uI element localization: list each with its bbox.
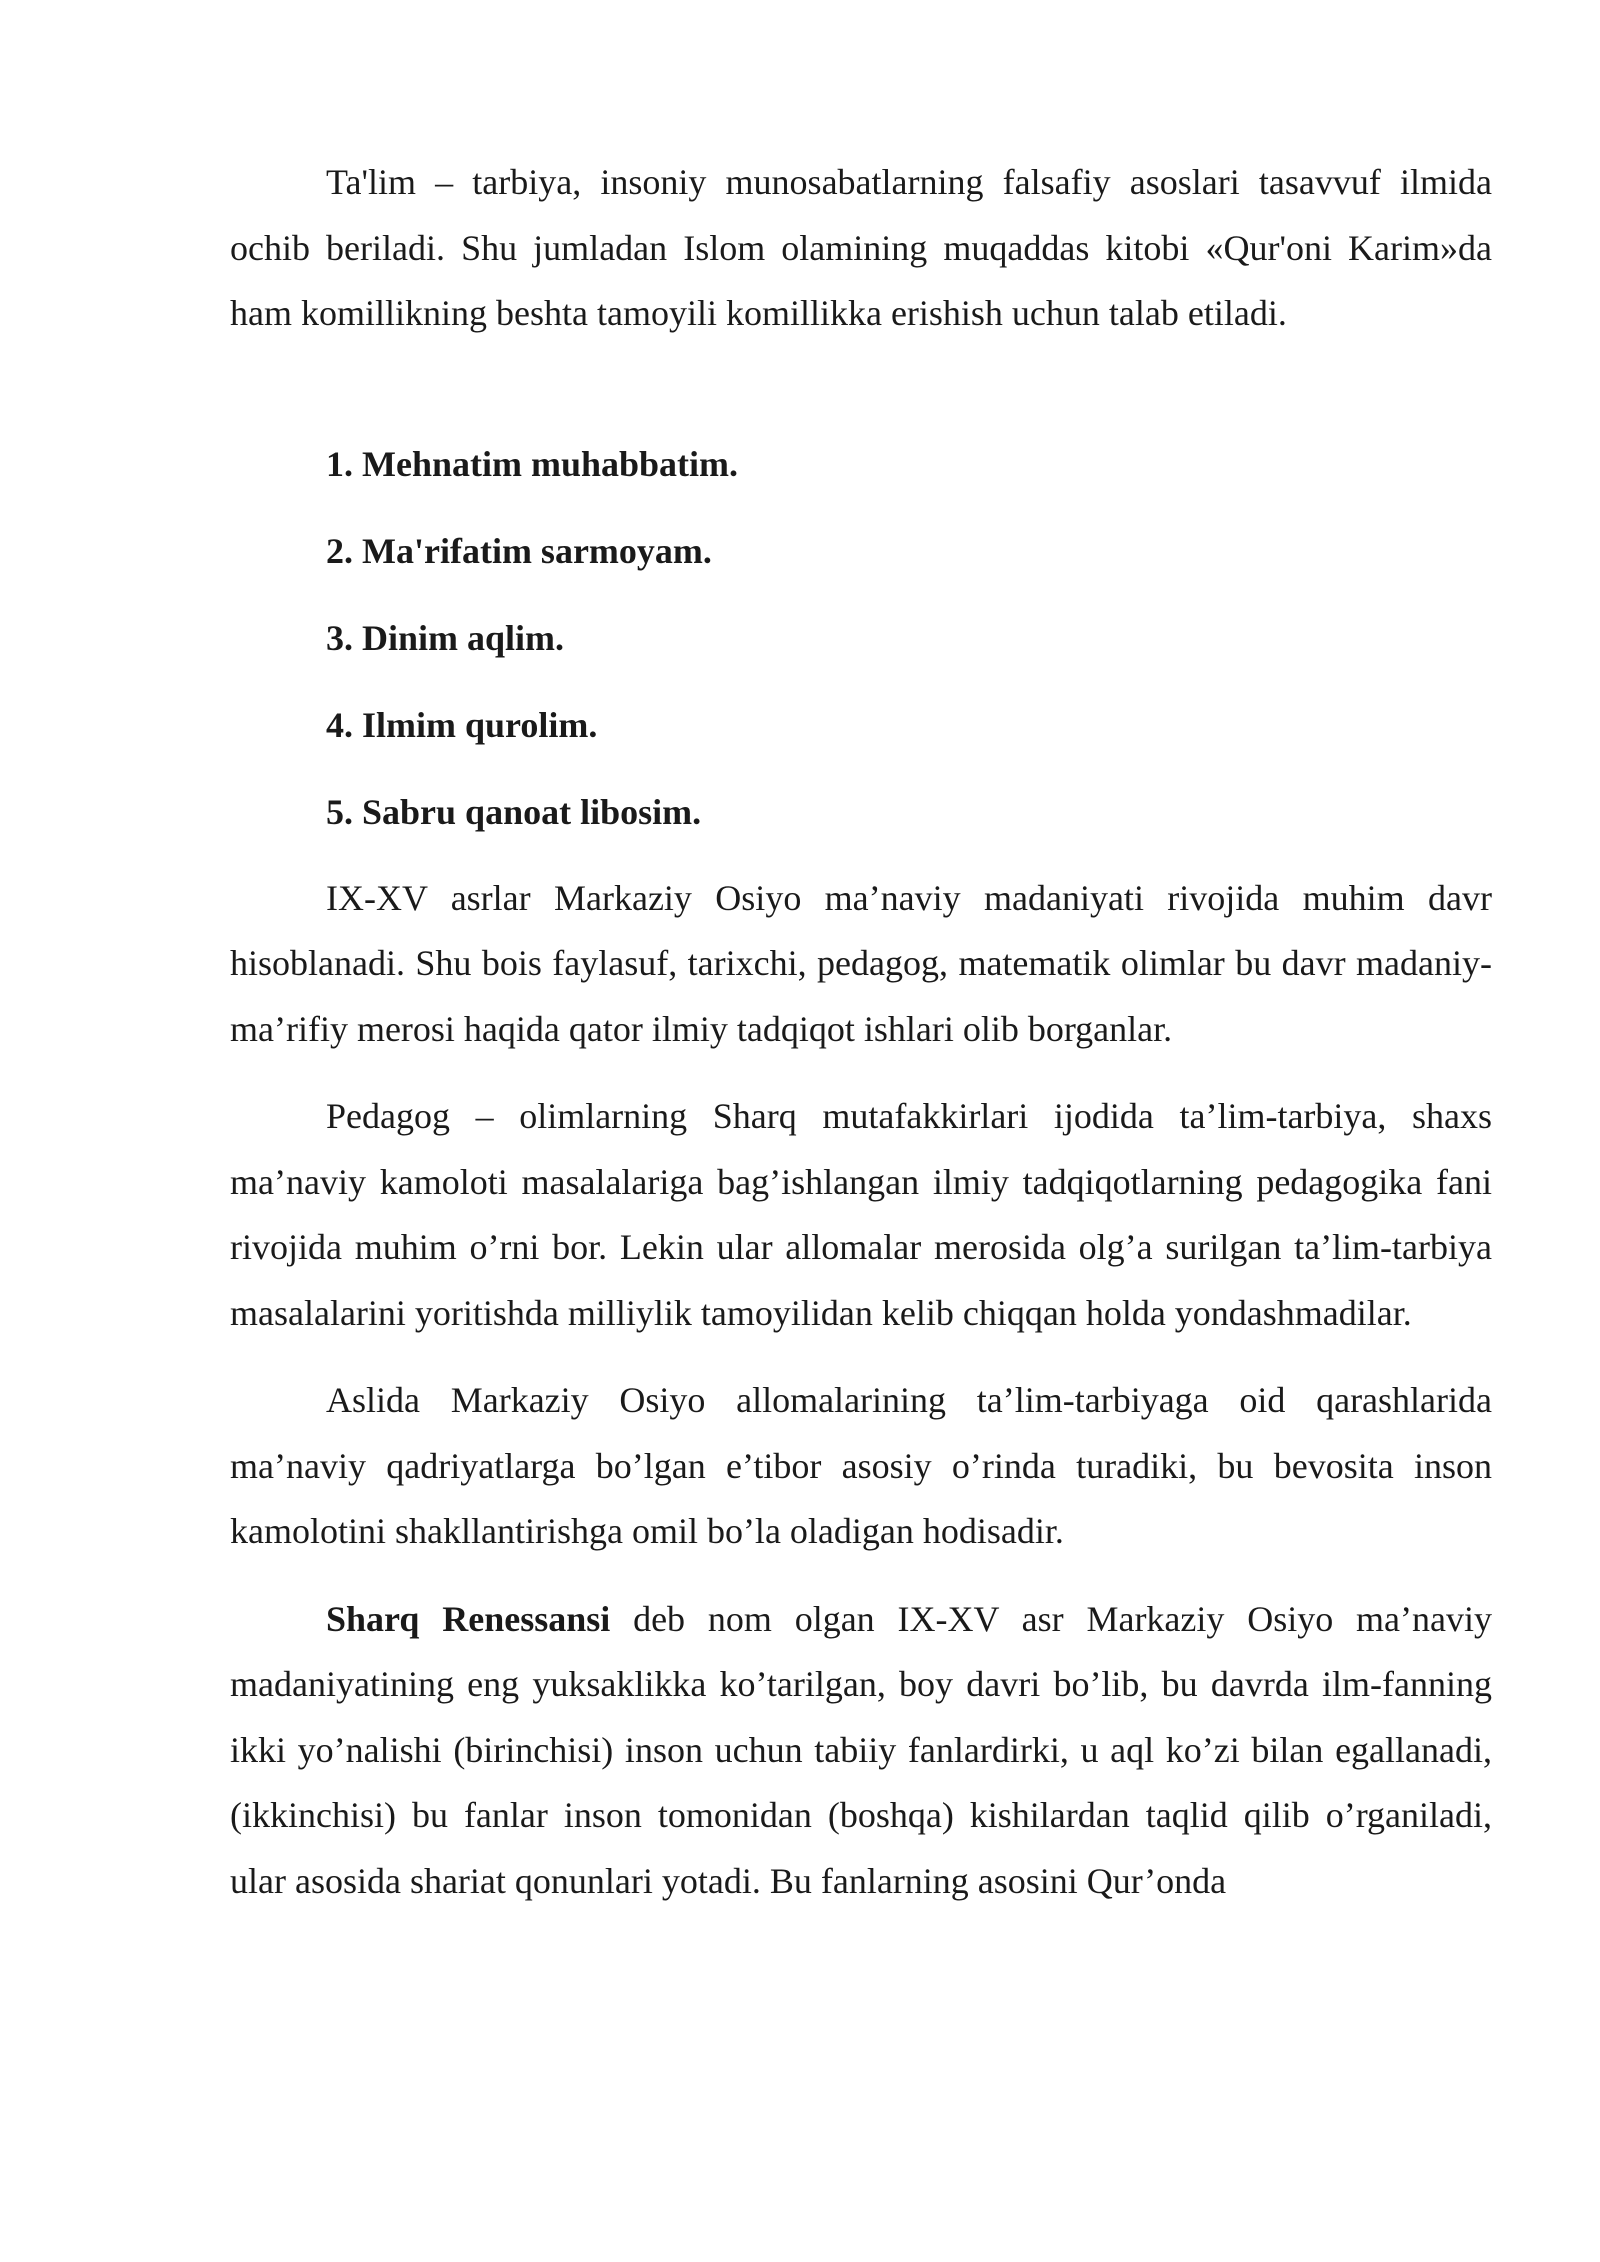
renaissance-text: deb nom olgan IX-XV asr Markaziy Osiyo ma’naviy madaniyatining eng yuksaklikka ko’tarilgan, boy davri bo’lib, bu davrda ilm-fanning ikki yo’nalishi (birinchisi) inson uchun tabiiy fanlardirki, u aql ko’zi bilan egallanadi, (ikkinchisi) bu fanlar inson tomonidan (boshqa) kishilardan taqlid qilib o’rganiladi, ular asosida shariat qonunlari yotadi. Bu fanlarning asosini Qur’onda [230,1598,1492,1901]
principle-item: 4. Ilmim qurolim. [326,704,598,745]
principles-list [230,432,1492,844]
principle-item: 5. Sabru qanoat libosim. [326,791,702,832]
paragraph-era: IX-XV asrlar Markaziy Osiyo ma’naviy madaniyati rivojida muhim davr hisoblanadi. Shu bois faylasuf, tarixchi, pedagog, matematik olimlar bu davr madaniy-ma’rifiy merosi haqida qator ilmiy tadqiqot ishlari olib borganlar. [230,877,1492,1049]
document-body [230,150,1492,1914]
principle-item: 2. Ma'rifatim sarmoyam. [326,530,712,571]
principle-item: 1. Mehnatim muhabbatim. [326,443,739,484]
renaissance-term: Sharq Renessansi [326,1598,611,1639]
paragraph-intro: Ta'lim – tarbiya, insoniy munosabatlarning falsafiy asoslari tasavvuf ilmida ochib beriladi. Shu jumladan Islom olamining muqaddas kitobi «Qur'oni Karim»da ham komillikning beshta tamoyili komillikka erishish uchun talab etiladi. [230,162,1492,333]
paragraph-values: Aslida Markaziy Osiyo allomalarining ta’lim-tarbiyaga oid qarashlarida ma’naviy qadriyatlarga bo’lgan e’tibor asosiy o’rinda turadiki, bu bevosita inson kamolotini shakllantirishga omil bo’la oladigan hodisadir. [230,1380,1492,1551]
paragraph-pedagogues: Pedagog – olimlarning Sharq mutafakkirlari ijodida ta’lim-tarbiya, shaxs ma’naviy kamoloti masalalariga bag’ishlangan ilmiy tadqiqotlarning pedagogika fani rivojida muhim o’rni bor. Lekin ular allomalar merosida olg’a surilgan ta’lim-tarbiya masalalarini yoritishda milliylik tamoyilidan kelib chiqqan holda yondashmadilar. [230,1096,1492,1333]
paragraph-renaissance [230,1587,1492,1915]
principle-item: 3. Dinim aqlim. [326,617,565,658]
